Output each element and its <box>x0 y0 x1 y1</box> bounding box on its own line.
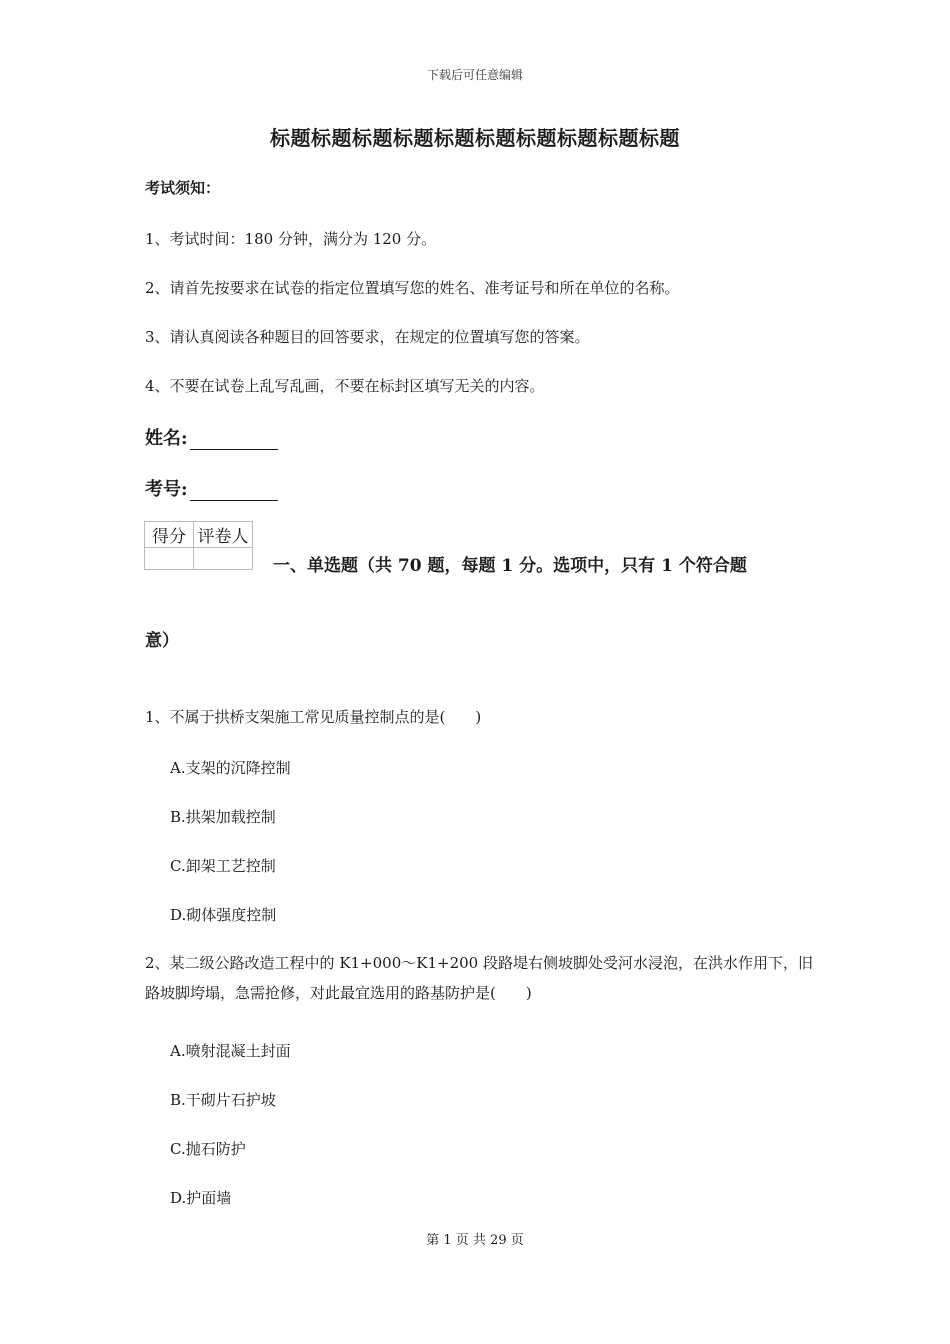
score-table <box>144 521 253 570</box>
question-2-option-d: D.护面墙 <box>170 1189 232 1207</box>
name-field <box>145 424 278 450</box>
question-2-option-b: B.干砌片石护坡 <box>170 1091 276 1109</box>
question-1-option-a: A.支架的沉降控制 <box>170 759 291 777</box>
name-label: 姓名: <box>145 428 188 449</box>
notice-item: 4、不要在试卷上乱写乱画，不要在标封区填写无关的内容。 <box>145 377 545 395</box>
question-1-option-c: C.卸架工艺控制 <box>170 857 276 875</box>
question-1-option-d: D.砌体强度控制 <box>170 906 277 924</box>
grader-header: 评卷人 <box>194 522 253 548</box>
section-title: 一、单选题（共 70 题，每题 1 分。选项中，只有 1 个符合题 <box>273 556 747 576</box>
question-1-option-b: B.拱架加载控制 <box>170 808 276 826</box>
exam-id-label: 考号: <box>145 479 188 500</box>
question-2-option-a: A.喷射混凝土封面 <box>170 1042 291 1060</box>
page-footer: 第 1 页 共 29 页 <box>426 1233 524 1248</box>
grader-cell[interactable] <box>194 548 253 570</box>
exam-id-blank-line[interactable] <box>190 482 278 501</box>
section-title-continued: 意） <box>145 631 179 651</box>
exam-id-field <box>145 475 278 501</box>
score-header: 得分 <box>145 522 194 548</box>
name-blank-line[interactable] <box>190 431 278 450</box>
notice-heading: 考试须知： <box>145 179 221 197</box>
score-cell[interactable] <box>145 548 194 570</box>
notice-item: 1、考试时间：180 分钟，满分为 120 分。 <box>145 230 437 248</box>
notice-item: 3、请认真阅读各种题目的回答要求，在规定的位置填写您的答案。 <box>145 328 590 346</box>
notice-item: 2、请首先按要求在试卷的指定位置填写您的姓名、准考证号和所在单位的名称。 <box>145 279 680 297</box>
question-2-option-c: C.抛石防护 <box>170 1140 246 1158</box>
header-note: 下载后可任意编辑 <box>426 68 523 82</box>
document-title: 标题标题标题标题标题标题标题标题标题标题 <box>270 126 680 150</box>
question-2: 2、某二级公路改造工程中的 K1+000～K1+200 段路堤右侧坡脚处受河水浸泡，在洪水作用下，旧路坡脚垮塌，急需抢修，对此最宜选用的路基防护是( ) <box>145 954 813 1002</box>
question-1: 1、不属于拱桥支架施工常见质量控制点的是( ) <box>145 708 482 726</box>
